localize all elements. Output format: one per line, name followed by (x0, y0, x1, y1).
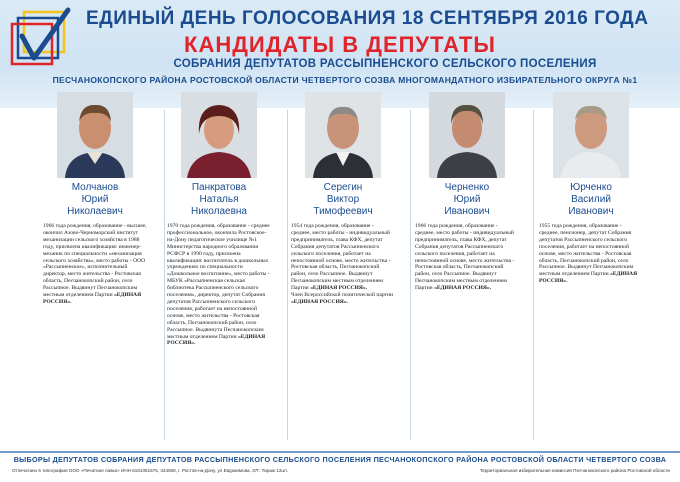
candidate-bio-text: 1966 года рождения, образование - высшее, окончил Азово-Черноморский институт механизации сельского хозяйства в 1988 году, присвоена квалификация: инженер-механик по специальности «механизация сельского хозяйства», место работы - ООО «Рассыпненское», исполнительный директор, место жительства - Ростовская область, Песчанокопский район, село Рассыпное. Выдвинут Песчанокопским местным отделением Партии (43, 223, 147, 299)
footer-divider (0, 451, 680, 453)
candidate-last-name: Серегин (323, 182, 363, 193)
voting-day-title: ЕДИНЫЙ ДЕНЬ ГОЛОСОВАНИЯ 18 СЕНТЯБРЯ 2016 ГОДА (86, 8, 649, 29)
candidate-name (38, 182, 152, 218)
candidate-name (286, 182, 400, 218)
candidate-name (162, 182, 276, 218)
printer-imprint: Отпечатано в типографии ООО «Печатная лавка» ИНН 6161051575, 344068, г. Ростов-на-Дону, ул.Евдокимова, 37Г. Тираж 12шт. (12, 468, 288, 473)
candidate-card (534, 92, 648, 447)
candidate-photo (429, 92, 505, 178)
candidate-photo (181, 92, 257, 178)
candidate-last-name: Молчанов (71, 182, 119, 193)
candidate-card (38, 92, 152, 447)
candidate-membership: Член Всероссийской политической партии (291, 292, 393, 299)
assembly-subtitle: СОБРАНИЯ ДЕПУТАТОВ РАССЫПНЕНСКОГО СЕЛЬСКОГО ПОСЕЛЕНИЯ (173, 58, 597, 70)
candidate-bio-text: 1966 года рождения, образование - среднее, место работы - индивидуальный предприниматель, глава КФХ, депутат Собрания депутатов Рассыпненского сельского поселения, работает на непостоянной основе, место жительства - Ростовская область, Песчанокопский район, село Рассыпное. Выдвинут Песчанокопским местным отделением Партии (415, 223, 515, 292)
district-subtitle: ПЕСЧАНОКОПСКОГО РАЙОНА РОСТОВСКОЙ ОБЛАСТИ ЧЕТВЕРТОГО СОЗВА МНОГОМАНДАТНОГО ИЗБИРАТЕЛЬНОГО ОКРУГА №1 (52, 75, 638, 85)
election-checkmark-logo-icon (10, 6, 72, 68)
commission-imprint: Территориальная избирательная комиссия Песчанокопского района Ростовской области (479, 468, 670, 473)
candidate-bio (415, 223, 519, 292)
candidate-first-name: Виктор (326, 194, 360, 205)
candidate-patronymic: Тимофеевич (313, 206, 373, 217)
candidate-card (162, 92, 276, 447)
candidate-photo (553, 92, 629, 178)
candidate-photo (305, 92, 381, 178)
candidate-name (534, 182, 648, 218)
candidate-bio (167, 223, 271, 347)
candidate-bio-text: 1970 года рождения, образование - среднее профессиональное, окончила Ростовское-на-Дону педагогическое училище №1 Министерства народного образования РСФСР в 1990 году, присвоена квалификация: воспитатель в дошкольных учреждениях по специальности «Дошкольное воспитание», место работы - МБУК «Рассыпненская сельская библиотека Рассыпненского сельского поселения», директор, депутат Собрания депутатов Рассыпненского сельского поселения, работает на непостоянной основе, место жительства - Ростовская область, Песчанокопский район, село Рассыпное. Выдвинута Песчанокопским местным отделением Партии (167, 223, 270, 340)
candidate-bio (291, 223, 395, 306)
candidate-bio-text: 1955 года рождения, образование - среднее, пенсионер, депутат Собрания депутатов Рассыпненского сельского поселения, работает на непостоянной основе, место жительства - Ростовская область, Песчанокопский район, село Рассыпное. Выдвинут Песчанокопским местным отделением Партии (539, 223, 634, 278)
candidate-party: «ЕДИНАЯ РОССИЯ». (310, 285, 368, 292)
candidate-card (286, 92, 400, 447)
candidate-party: «ЕДИНАЯ РОССИЯ». (43, 292, 142, 305)
candidate-membership-party: «ЕДИНАЯ РОССИЯ». (291, 298, 349, 305)
candidate-first-name: Юрий (453, 194, 481, 205)
candidates-title: КАНДИДАТЫ В ДЕПУТАТЫ (184, 32, 496, 57)
candidate-list (38, 92, 648, 447)
candidate-first-name: Наталья (199, 194, 239, 205)
candidate-last-name: Панкратова (191, 182, 247, 193)
candidate-party: «ЕДИНАЯ РОССИЯ». (539, 271, 638, 285)
candidate-party: «ЕДИНАЯ РОССИЯ». (167, 333, 266, 347)
footer-election-title: ВЫБОРЫ ДЕПУТАТОВ СОБРАНИЯ ДЕПУТАТОВ РАССЫПНЕНСКОГО СЕЛЬСКОГО ПОСЕЛЕНИЯ ПЕСЧАНОКОПСКОГО РАЙОНА РОСТОВСКОЙ ОБЛАСТИ ЧЕТВЕРТОГО СОЗВА (13, 455, 667, 464)
candidate-patronymic: Иванович (444, 206, 490, 217)
candidate-last-name: Черненко (444, 182, 490, 193)
candidate-bio-text: 1954 года рождения, образование - среднее, место работы - индивидуальный предприниматель, глава КФХ, депутат Собрания депутатов Рассыпненского сельского поселения, работает на непостоянной основе, место жительства - Ростовская область, Песчанокопский район, село Рассыпное. Выдвинут Песчанокопским местным отделением Партии (291, 223, 391, 292)
candidate-card (410, 92, 524, 447)
candidate-patronymic: Николаевич (67, 206, 123, 217)
candidate-patronymic: Николаевна (191, 206, 247, 217)
candidate-first-name: Юрий (81, 194, 109, 205)
candidate-photo (57, 92, 133, 178)
candidate-bio (539, 223, 643, 285)
candidate-bio (43, 223, 147, 306)
candidate-party: «ЕДИНАЯ РОССИЯ». (434, 285, 492, 292)
candidate-name (410, 182, 524, 218)
candidate-first-name: Василий (571, 194, 611, 205)
candidate-patronymic: Иванович (568, 206, 614, 217)
candidate-last-name: Юрченко (570, 182, 612, 193)
